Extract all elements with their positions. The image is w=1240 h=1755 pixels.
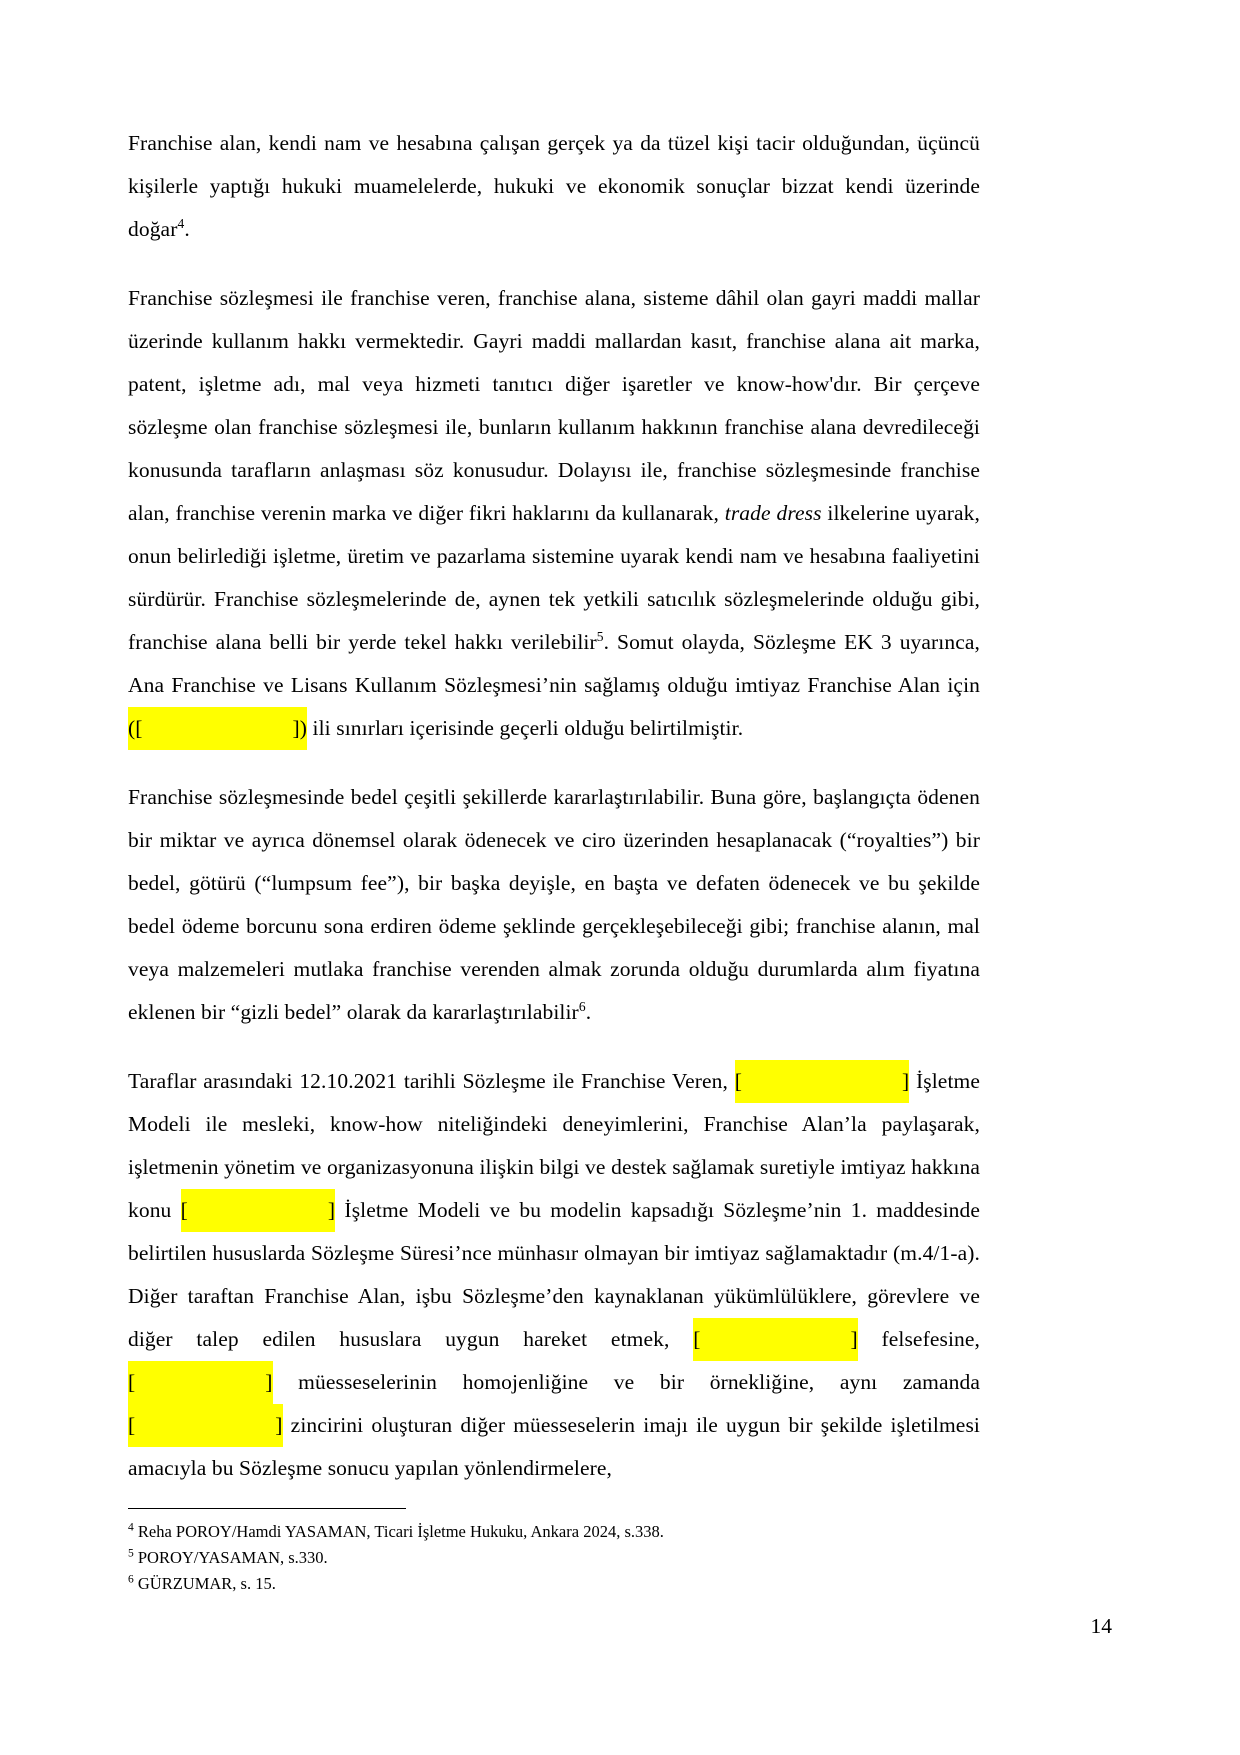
footnote-separator-rule: [128, 1508, 406, 1509]
redacted-field: [128, 707, 307, 750]
footnote-item: [128, 1545, 980, 1571]
paragraph-3: [128, 776, 980, 1034]
text-run: . Somut olayda, Sözleşme EK 3 uyarınca, Ana Franchise ve Lisans Kullanım Sözleşmesi’nin sağlamış olduğu imtiyaz Franchise Alan için: [128, 630, 980, 697]
redaction-open-bracket: [: [180, 1198, 188, 1222]
footnote-text: Reha POROY/Hamdi YASAMAN, Ticari İşletme Hukuku, Ankara 2024, s.338.: [133, 1522, 664, 1541]
text-run: müesseselerinin homojenliğine ve bir örnekliğine, aynı zamanda: [272, 1370, 980, 1394]
italic-term: trade dress: [724, 501, 822, 525]
text-run: zincirini oluşturan diğer müesseselerin imajı ile uygun bir şekilde işletilmesi amacıyla bu Sözleşme sonucu yapılan yönlendirmelere,: [128, 1413, 980, 1480]
footnote-marker: 4: [128, 1521, 134, 1534]
redacted-field: [181, 1189, 336, 1232]
text-run: felsefesine,: [857, 1327, 980, 1351]
redaction-open-bracket: ([: [128, 716, 143, 740]
redacted-field: [128, 1361, 273, 1404]
paragraph-1: [128, 122, 980, 251]
text-run: Franchise sözleşmesinde bedel çeşitli şekillerde kararlaştırılabilir. Buna göre, başlangıçta ödenen bir miktar ve ayrıca dönemsel olarak ödenecek ve ciro üzerinden hesaplanacak (“royalties”) bir bedel, götürü (“lumpsum fee”), bir başka deyişle, en başta ve defaten ödenecek ve bu şekilde bedel ödeme borcunu sona erdiren ödeme şeklinde gerçekleşebileceği gibi; franchise alanın, mal veya malzemeleri mutlaka franchise verenden almak zorunda olduğu durumlarda alım fiyatına eklenen bir “gizli bedel” olarak da kararlaştırılabilir: [128, 785, 980, 1024]
text-run: İşletme Modeli ve bu modelin kapsadığı Sözleşme’nin 1. maddesinde belirtilen hususlarda Sözleşme Süresi’nce münhasır olmayan bir imtiyaz sağlamaktadır (m.4/1-a). Diğer taraftan Franchise Alan, işbu Sözleşme’den kaynaklanan yükümlülüklere, görevlere ve diğer talep edilen hususlara uygun hareket etmek,: [128, 1198, 981, 1351]
footnote-section: [128, 1508, 980, 1597]
text-run: İşletme Modeli ile mesleki, know-how niteliğindeki deneyimlerini, Franchise Alan’la paylaşarak, işletmenin yönetim ve organizasyonuna ilişkin bilgi ve destek sağlamak suretiyle imtiyaz hakkına konu: [128, 1069, 980, 1222]
text-run: ili sınırları içerisinde geçerli olduğu belirtilmiştir.: [307, 716, 744, 740]
footnote-text: POROY/YASAMAN, s.330.: [133, 1548, 328, 1567]
footnote-marker: 5: [128, 1547, 134, 1560]
text-run: .: [184, 217, 190, 241]
redaction-open-bracket: [: [128, 1413, 136, 1437]
page-number: 14: [1090, 1614, 1112, 1638]
text-run: Franchise alan, kendi nam ve hesabına çalışan gerçek ya da tüzel kişi tacir olduğundan, üçüncü kişilerle yaptığı hukuki muamelelerde, hukuki ve ekonomik sonuçlar bizzat kendi üzerinde doğar: [128, 131, 980, 241]
redaction-open-bracket: [: [693, 1327, 701, 1351]
paragraph-2: [128, 277, 980, 750]
footnote-reference: 5: [596, 628, 604, 644]
redaction-close-bracket: ]: [275, 1413, 283, 1437]
redaction-close-bracket: ]): [292, 716, 308, 740]
redaction-close-bracket: ]: [850, 1327, 858, 1351]
redacted-field: [735, 1060, 910, 1103]
redaction-close-bracket: ]: [902, 1069, 910, 1093]
footnote-item: [128, 1519, 980, 1545]
footnote-marker: 6: [128, 1573, 134, 1586]
redacted-field: [128, 1404, 283, 1447]
paragraph-4: [128, 1060, 980, 1490]
footnote-reference: 4: [177, 215, 185, 231]
footnote-text: GÜRZUMAR, s. 15.: [133, 1574, 276, 1593]
footnote-item: [128, 1571, 980, 1597]
page-body-text: [128, 122, 980, 1490]
redaction-close-bracket: ]: [327, 1198, 336, 1222]
text-run: ilkelerine uyarak, onun belirlediği işletme, üretim ve pazarlama sistemine uyarak kendi nam ve hesabına faaliyetini sürdürür. Franchise sözleşmelerinde de, aynen tek yetkili satıcılık sözleşmelerinde olduğu gibi, franchise alana belli bir yerde tekel hakkı verilebilir: [128, 501, 980, 654]
text-run: .: [585, 1000, 592, 1024]
redaction-open-bracket: [: [128, 1370, 136, 1394]
redaction-open-bracket: [: [734, 1069, 742, 1093]
redaction-close-bracket: ]: [265, 1370, 273, 1394]
redacted-field: [693, 1318, 858, 1361]
text-run: Taraflar arasındaki 12.10.2021 tarihli Sözleşme ile Franchise Veren,: [128, 1069, 735, 1093]
text-run: Franchise sözleşmesi ile franchise veren, franchise alana, sisteme dâhil olan gayri maddi mallar üzerinde kullanım hakkı vermektedir. Gayri maddi mallardan kasıt, franchise alana ait marka, patent, işletme adı, mal veya hizmeti tanıtıcı diğer işaretler ve know-how'dır. Bir çerçeve sözleşme olan franchise sözleşmesi ile, bunların kullanım hakkının franchise alana devredileceği konusunda tarafların anlaşması söz konusudur. Dolayısı ile, franchise sözleşmesinde franchise alan, franchise verenin marka ve diğer fikri haklarını da kullanarak,: [128, 286, 980, 525]
footnote-reference: 6: [578, 998, 586, 1014]
